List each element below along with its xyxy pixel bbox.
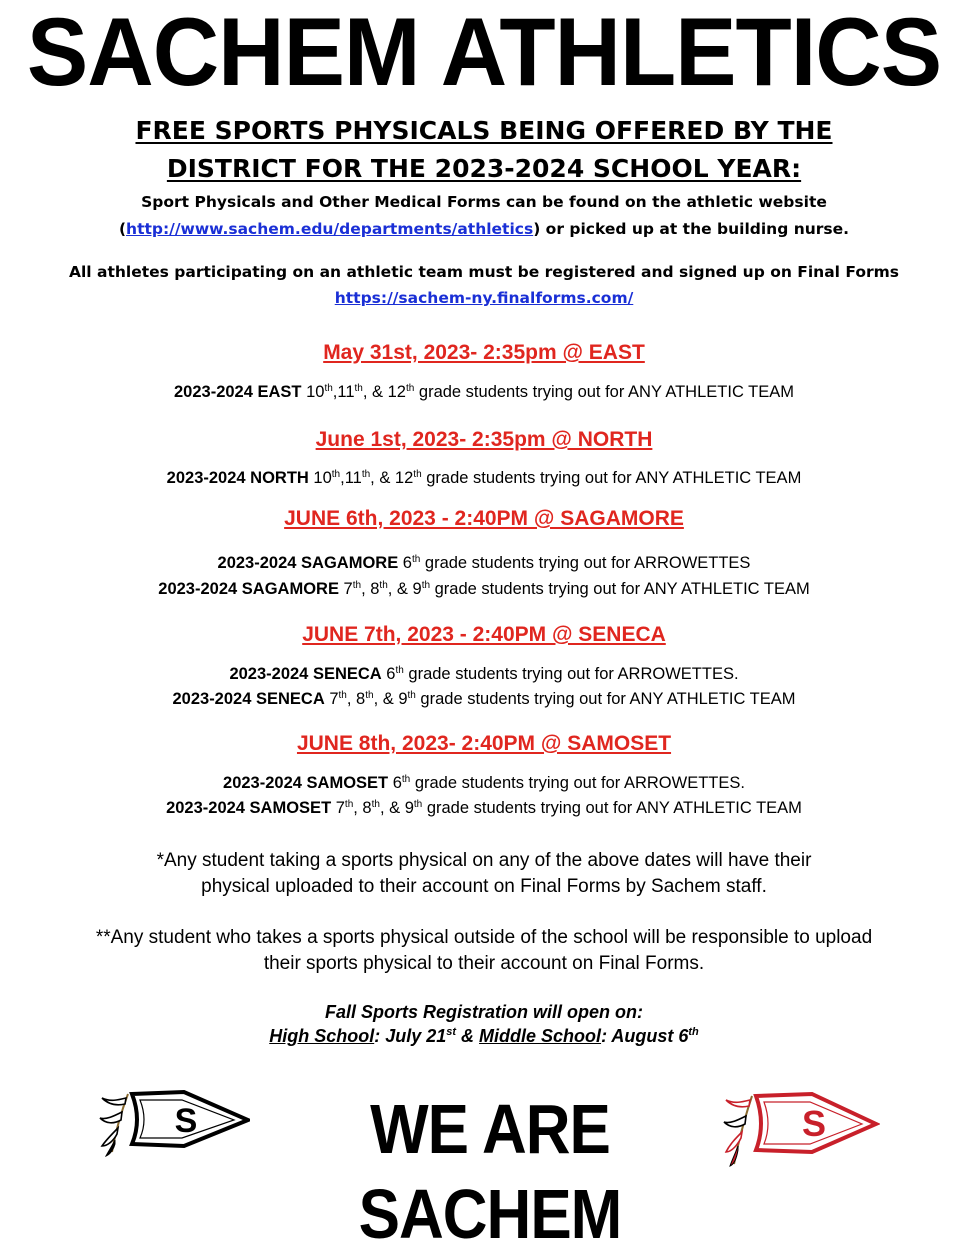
headline-line-2: DISTRICT FOR THE 2023-2024 SCHOOL YEAR: — [166, 154, 802, 183]
session-heading-seneca: JUNE 7th, 2023 - 2:40PM @ SENECA — [302, 623, 666, 646]
feather-icon — [100, 1094, 128, 1156]
we-are-sachem-title: WE ARE SACHEM — [358, 1091, 622, 1254]
finalforms-line — [0, 285, 968, 311]
session-line: 2023-2024 SAMOSET 7th, 8th, & 9th grade students trying out for ANY ATHLETIC TEAM — [166, 799, 802, 817]
finalforms-link[interactable]: https://sachem-ny.finalforms.com/ — [334, 289, 634, 307]
session-line: 2023-2024 SENECA 7th, 8th, & 9th grade students trying out for ANY ATHLETIC TEAM — [172, 690, 796, 708]
fall-registration-dates: High School: July 21st & Middle School: August 6th — [269, 1026, 699, 1046]
headline-line-1: FREE SPORTS PHYSICALS BEING OFFERED BY THE — [135, 116, 833, 145]
sachem-arrowhead-logo-right — [720, 1080, 880, 1170]
session-heading-east: May 31st, 2023- 2:35pm @ EAST — [323, 341, 645, 364]
forms-info-tail: ) or picked up at the building nurse. — [533, 220, 850, 238]
athletics-website-link[interactable]: http://www.sachem.edu/departments/athletics — [126, 220, 534, 238]
session-line: 2023-2024 SAMOSET 6th grade students trying out for ARROWETTES. — [223, 774, 745, 792]
session-line: 2023-2024 SENECA 6th grade students trying out for ARROWETTES. — [229, 665, 739, 683]
registration-info-text: All athletes participating on an athletic team must be registered and signed up on Final Forms — [68, 263, 900, 281]
note-2-line-1: **Any student who takes a sports physical outside of the school will be responsible to upload — [95, 927, 873, 948]
session-line: 2023-2024 SAGAMORE 7th, 8th, & 9th grade students trying out for ANY ATHLETIC TEAM — [158, 580, 810, 598]
paren-open: ( — [118, 220, 127, 238]
note-1-line-2: physical uploaded to their account on Final Forms by Sachem staff. — [201, 876, 767, 897]
session-heading-samoset: JUNE 8th, 2023- 2:40PM @ SAMOSET — [296, 732, 672, 755]
sachem-arrowhead-logo-left — [98, 1080, 250, 1158]
session-heading-sagamore: JUNE 6th, 2023 - 2:40PM @ SAGAMORE — [284, 507, 684, 530]
middle-school-label: Middle School — [479, 1026, 602, 1046]
session-line: 2023-2024 SAGAMORE 6th grade students trying out for ARROWETTES — [217, 554, 751, 572]
session-heading-north: June 1st, 2023- 2:35pm @ NORTH — [315, 428, 653, 451]
session-line: 2023-2024 EAST 10th,11th, & 12th grade students trying out for ANY ATHLETIC TEAM — [174, 383, 794, 401]
forms-info-text: Sport Physicals and Other Medical Forms can be found on the athletic website — [141, 193, 827, 211]
session-line: 2023-2024 NORTH 10th,11th, & 12th grade students trying out for ANY ATHLETIC TEAM — [166, 469, 802, 487]
feather-icon — [724, 1096, 752, 1166]
forms-info-line-2 — [0, 216, 968, 242]
note-2-line-2: their sports physical to their account on Final Forms. — [263, 953, 705, 974]
logo-letter-right: S — [801, 1103, 827, 1144]
high-school-label: High School — [269, 1026, 375, 1046]
note-1-line-1: *Any student taking a sports physical on any of the above dates will have their — [156, 850, 812, 871]
fall-registration-heading: Fall Sports Registration will open on: — [324, 1002, 643, 1022]
page-title: SACHEM ATHLETICS — [26, 0, 942, 106]
logo-letter-left: S — [174, 1102, 198, 1140]
